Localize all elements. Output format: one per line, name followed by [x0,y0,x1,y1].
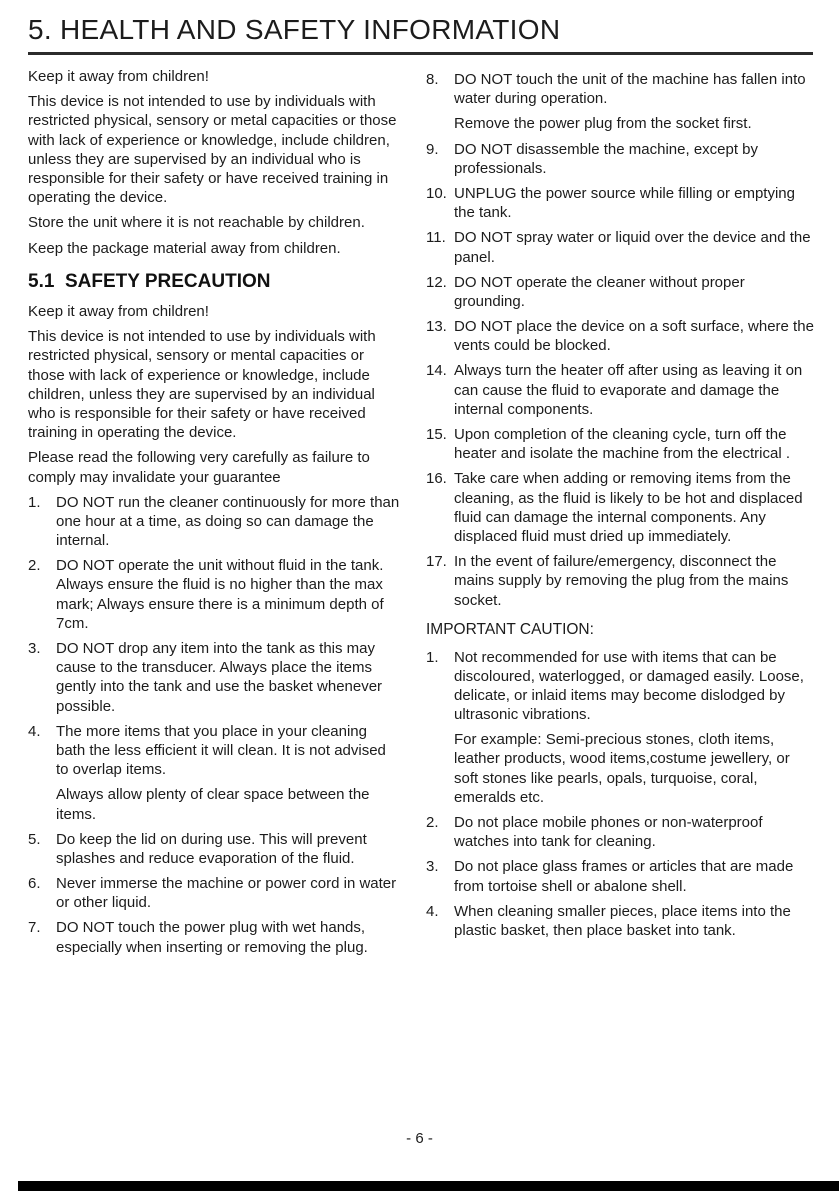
list-item [28,722,400,824]
page-title: 5. HEALTH AND SAFETY INFORMATION [28,14,561,45]
list-item [426,469,815,546]
list-item [426,317,815,355]
list-item-number: 3. [426,858,439,876]
list-item [426,552,815,610]
list-item-number: 4. [28,722,41,740]
list-item-number: 2. [28,557,41,575]
right-column [426,67,815,963]
list-item [426,140,815,178]
list-item [426,361,815,419]
list-item-text: Not recommended for use with items that can be discoloured, waterlogged, or damaged easily. Loose, delicate, or inlaid items may become dislodged by ultrasonic vibrations. [454,648,804,724]
list-item-number: 14. [426,362,447,380]
list-item-text: DO NOT drop any item into the tank as this may cause to the transducer. Always place the items gently into the tank and use the basket whenever possible. [56,640,383,715]
list-item-number: 17. [426,553,447,571]
section-paragraph: Keep it away from children! [28,303,209,320]
list-item [426,228,815,266]
list-item-number: 6. [28,875,41,893]
list-item-number: 4. [426,902,439,920]
safety-list-continued [426,70,815,610]
list-item-text: The more items that you place in your cleaning bath the less efficient it will clean. It is not advised to overlap items. [56,722,386,779]
list-item-text: In the event of failure/emergency, disconnect the mains supply by removing the plug from the mains socket. [454,553,789,609]
list-item-text: DO NOT touch the power plug with wet hands, especially when inserting or removing the plug. [56,919,368,956]
list-item [426,648,815,808]
caution-heading: IMPORTANT CAUTION: [426,620,594,638]
list-item [426,273,815,311]
list-item-number: 3. [28,640,41,657]
list-item-number: 2. [426,814,439,832]
intro-paragraph: This device is not intended to use by individuals with restricted physical, sensory or metal capacities or those with lack of experience or knowledge, include children, unless they are supervised by an individual who is responsible for their safety or have received training in operating the device. [28,93,397,207]
list-item-text: DO NOT place the device on a soft surface, where the vents could be blocked. [454,318,814,355]
list-item-text: Do keep the lid on during use. This will prevent splashes and reduce evaporation of the fluid. [56,830,367,867]
list-item [426,425,815,463]
list-item [426,184,815,222]
list-item-number: 5. [28,830,41,848]
list-item-text: Upon completion of the cleaning cycle, turn off the heater and isolate the machine from the electrical . [454,426,791,463]
content-area [0,55,839,963]
list-item-number: 10. [426,184,447,202]
section-paragraph: This device is not intended to use by individuals with restricted physical, sensory or mental capacities or those with lack of experience or knowledge, include children, unless they are supervised by an individual who is responsible for their safety or have received training in operating the device. [28,328,376,442]
list-item-text: Take care when adding or removing items from the cleaning, as the fluid is likely to be hot and displaced fluid can damage the internal components. Any displaced fluid must dried up immediately. [454,470,803,545]
list-item [28,874,400,912]
section-heading: 5.1 SAFETY PRECAUTION [28,270,271,292]
scan-edge-bar [18,1181,839,1191]
list-item-number: 7. [28,919,41,937]
list-item-text: DO NOT operate the unit without fluid in the tank. Always ensure the fluid is no higher than the max mark; Always ensure there is a minimum depth of 7cm. [56,557,384,632]
list-item-text: DO NOT spray water or liquid over the device and the panel. [454,229,811,266]
list-item-number: 1. [28,493,41,511]
page-header [0,0,839,55]
intro-paragraph: Keep the package material away from children. [28,239,341,257]
list-item [28,918,400,956]
list-item [426,813,815,851]
list-item-text: UNPLUG the power source while filling or emptying the tank. [454,184,795,222]
section-paragraph: Please read the following very carefully as failure to comply may invalidate your guarantee [28,449,370,486]
list-item [426,902,815,940]
caution-list [426,648,815,941]
list-item-text: DO NOT disassemble the machine, except by professionals. [454,140,759,177]
list-item-text: Never immerse the machine or power cord in water or other liquid. [56,875,397,912]
list-item-number: 9. [426,140,439,158]
list-item-text: Do not place glass frames or articles that are made from tortoise shell or abalone shell. [454,858,794,895]
list-item [426,857,815,895]
list-item-text: Always allow plenty of clear space between the items. [56,786,370,823]
list-item-number: 13. [426,318,447,336]
list-item [28,639,400,716]
list-item-number: 15. [426,426,447,443]
intro-paragraph: Store the unit where it is not reachable by children. [28,214,365,232]
list-item-text: When cleaning smaller pieces, place items into the plastic basket, then place basket into tank. [454,902,791,939]
list-item [28,556,400,633]
list-item [28,493,400,551]
list-item-number: 16. [426,470,447,488]
list-item [426,70,815,134]
list-item-text: Always turn the heater off after using as leaving it on can cause the fluid to evaporate and damage the internal components. [454,362,803,418]
list-item-text: Do not place mobile phones or non-waterproof watches into tank for cleaning. [454,814,763,851]
list-item-number: 11. [426,229,446,247]
list-item-text: For example: Semi-precious stones, cloth items, leather products, wood items,costume jewellery, or soft stones like pearls, opals, turquoise, coral, emeralds etc. [454,731,790,806]
safety-list [28,493,400,957]
intro-paragraph: Keep it away from children! [28,68,209,85]
page-number: - 6 - [406,1130,433,1147]
left-column [28,67,400,963]
list-item-number: 12. [426,273,447,291]
list-item-text: Remove the power plug from the socket first. [454,115,752,133]
list-item-number: 8. [426,71,439,88]
list-item-number: 1. [426,648,439,666]
list-item-text: DO NOT run the cleaner continuously for more than one hour at a time, as doing so can damage the internal. [56,493,400,550]
list-item-text: DO NOT touch the unit of the machine has fallen into water during operation. [454,71,806,108]
list-item [28,830,400,868]
list-item-text: DO NOT operate the cleaner without proper grounding. [454,273,745,310]
